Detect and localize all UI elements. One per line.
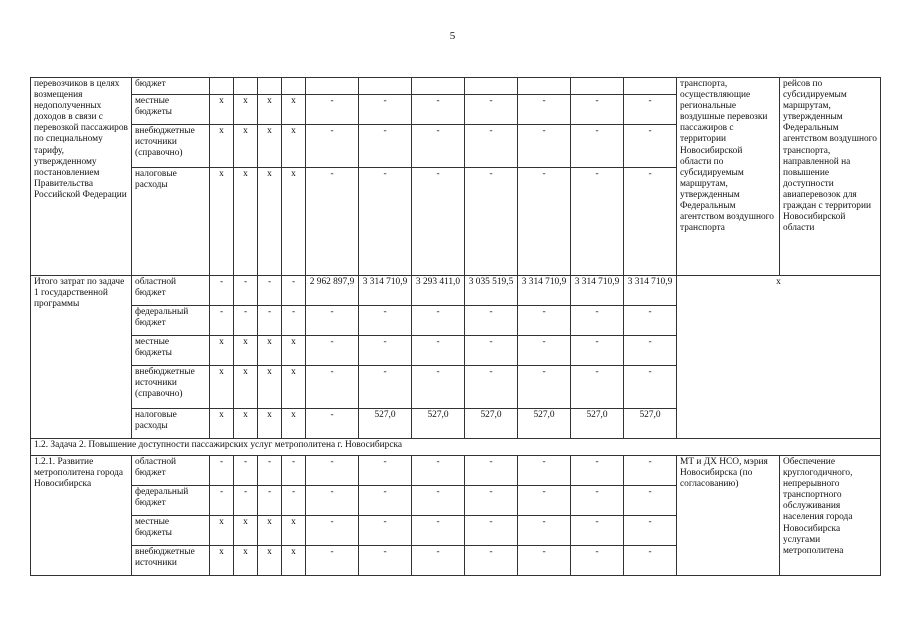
value-cell: - <box>234 276 258 306</box>
value-cell: - <box>465 366 518 409</box>
table-row <box>31 456 881 486</box>
value-cell: - <box>359 95 412 125</box>
value-cell: - <box>465 306 518 336</box>
value-cell <box>210 78 234 95</box>
value-cell: - <box>234 306 258 336</box>
measure-description: перевозчиков в целях возмещения недополученных доходов в связи с перевозкой пассажиров по специальному тарифу, утвержденному постановлением Правительства Российской Федерации <box>31 78 132 276</box>
value-cell: - <box>518 168 571 276</box>
value-cell: - <box>359 168 412 276</box>
value-cell: - <box>282 486 306 516</box>
value-cell: x <box>282 125 306 168</box>
value-cell: x <box>210 336 234 366</box>
measure-description: Итого затрат по задаче 1 государственной программы <box>31 276 132 439</box>
value-cell: x <box>258 516 282 546</box>
value-cell: - <box>258 456 282 486</box>
program-table <box>30 77 881 576</box>
value-cell <box>412 78 465 95</box>
value-cell: - <box>359 516 412 546</box>
value-cell: - <box>465 95 518 125</box>
value-cell: - <box>306 486 359 516</box>
value-cell: 527,0 <box>465 409 518 439</box>
value-cell: - <box>210 276 234 306</box>
value-cell: x <box>282 546 306 576</box>
value-cell: x <box>234 168 258 276</box>
value-cell: x <box>234 125 258 168</box>
value-cell: - <box>412 516 465 546</box>
value-cell: - <box>518 516 571 546</box>
funding-source: внебюджетные источники (справочно) <box>132 366 210 409</box>
value-cell: - <box>518 336 571 366</box>
value-cell: - <box>359 366 412 409</box>
value-cell: - <box>571 95 624 125</box>
funding-source: налоговые расходы <box>132 409 210 439</box>
value-cell: x <box>258 409 282 439</box>
value-cell: - <box>624 95 677 125</box>
value-cell: x <box>234 336 258 366</box>
value-cell: - <box>306 168 359 276</box>
value-cell: - <box>359 456 412 486</box>
value-cell: 527,0 <box>624 409 677 439</box>
value-cell: x <box>258 546 282 576</box>
value-cell: - <box>465 486 518 516</box>
funding-source: местные бюджеты <box>132 95 210 125</box>
value-cell: x <box>282 366 306 409</box>
value-cell: - <box>412 336 465 366</box>
value-cell: 2 962 897,9 <box>306 276 359 306</box>
value-cell: x <box>258 125 282 168</box>
value-cell: x <box>210 516 234 546</box>
value-cell: - <box>306 456 359 486</box>
value-cell: - <box>518 95 571 125</box>
value-cell: - <box>518 546 571 576</box>
value-cell: - <box>465 336 518 366</box>
value-cell: - <box>306 366 359 409</box>
measure-description: 1.2.1. Развитие метрополитена города Новосибирска <box>31 456 132 576</box>
value-cell <box>258 78 282 95</box>
value-cell: x <box>282 336 306 366</box>
funding-source: федеральный бюджет <box>132 486 210 516</box>
value-cell: - <box>282 306 306 336</box>
value-cell <box>306 78 359 95</box>
value-cell: - <box>465 125 518 168</box>
value-cell: - <box>412 366 465 409</box>
value-cell <box>624 78 677 95</box>
value-cell: - <box>210 306 234 336</box>
result-cell: рейсов по субсидируемым маршрутам, утвержденным Федеральным агентством воздушного транспорта, направленной на повышение доступности авиаперевозок для граждан с территории Новосибирской области <box>780 78 881 276</box>
result-cell: x <box>677 276 881 439</box>
value-cell: - <box>412 95 465 125</box>
funding-source: налоговые расходы <box>132 168 210 276</box>
value-cell: - <box>359 486 412 516</box>
value-cell: - <box>258 306 282 336</box>
value-cell: - <box>210 486 234 516</box>
value-cell: x <box>282 516 306 546</box>
value-cell: 3 293 411,0 <box>412 276 465 306</box>
funding-source: бюджет <box>132 78 210 95</box>
value-cell: - <box>571 168 624 276</box>
value-cell: - <box>571 336 624 366</box>
value-cell: - <box>571 306 624 336</box>
value-cell: - <box>258 276 282 306</box>
value-cell: - <box>412 306 465 336</box>
value-cell: - <box>282 456 306 486</box>
value-cell: - <box>624 486 677 516</box>
executor-cell: МТ и ДХ НСО, мэрия Новосибирска (по согласованию) <box>677 456 780 576</box>
value-cell <box>465 78 518 95</box>
value-cell: - <box>518 456 571 486</box>
value-cell <box>359 78 412 95</box>
task-header: 1.2. Задача 2. Повышение доступности пассажирских услуг метрополитена г. Новосибирска <box>31 439 881 456</box>
table-row <box>31 276 881 306</box>
value-cell: - <box>412 456 465 486</box>
value-cell: x <box>210 168 234 276</box>
value-cell: - <box>571 366 624 409</box>
executor-cell: транспорта, осуществляющие региональные воздушные перевозки пассажиров с территории Новосибирской области по субсидируемым маршрутам, утвержденным Федеральным агентством воздушного транспорта <box>677 78 780 276</box>
value-cell: x <box>282 409 306 439</box>
value-cell: - <box>624 456 677 486</box>
page-number: 5 <box>449 30 456 42</box>
value-cell: 527,0 <box>359 409 412 439</box>
value-cell: 3 314 710,9 <box>518 276 571 306</box>
value-cell: - <box>210 456 234 486</box>
value-cell: - <box>359 546 412 576</box>
value-cell: x <box>234 409 258 439</box>
value-cell: x <box>234 95 258 125</box>
value-cell: - <box>571 486 624 516</box>
value-cell: - <box>306 409 359 439</box>
funding-source: местные бюджеты <box>132 516 210 546</box>
value-cell: x <box>234 546 258 576</box>
value-cell: - <box>306 516 359 546</box>
funding-source: внебюджетные источники (справочно) <box>132 125 210 168</box>
value-cell: - <box>518 306 571 336</box>
value-cell: - <box>518 125 571 168</box>
value-cell: x <box>210 366 234 409</box>
value-cell: 3 035 519,5 <box>465 276 518 306</box>
value-cell: - <box>624 125 677 168</box>
value-cell: x <box>234 366 258 409</box>
value-cell <box>571 78 624 95</box>
value-cell: - <box>518 366 571 409</box>
value-cell: x <box>258 336 282 366</box>
value-cell: - <box>306 125 359 168</box>
value-cell: x <box>282 168 306 276</box>
value-cell: x <box>258 95 282 125</box>
value-cell: - <box>571 125 624 168</box>
value-cell: - <box>624 366 677 409</box>
value-cell: - <box>624 546 677 576</box>
value-cell: 3 314 710,9 <box>624 276 677 306</box>
value-cell: x <box>282 95 306 125</box>
value-cell: - <box>518 486 571 516</box>
value-cell <box>234 78 258 95</box>
result-cell: Обеспечение круглогодичного, непрерывного транспортного обслуживания населения города Новосибирска услугами метрополитена <box>780 456 881 576</box>
value-cell: x <box>258 366 282 409</box>
funding-source: внебюджетные источники <box>132 546 210 576</box>
value-cell: 527,0 <box>571 409 624 439</box>
value-cell: - <box>359 306 412 336</box>
value-cell: - <box>412 546 465 576</box>
value-cell: - <box>412 168 465 276</box>
value-cell: - <box>624 516 677 546</box>
value-cell: x <box>210 95 234 125</box>
value-cell: 3 314 710,9 <box>359 276 412 306</box>
value-cell: - <box>306 306 359 336</box>
value-cell: - <box>306 546 359 576</box>
funding-source: местные бюджеты <box>132 336 210 366</box>
funding-source: областной бюджет <box>132 276 210 306</box>
value-cell: - <box>258 486 282 516</box>
value-cell: x <box>258 168 282 276</box>
task-header-row <box>31 439 881 456</box>
value-cell: - <box>359 125 412 168</box>
value-cell: - <box>306 95 359 125</box>
value-cell: 527,0 <box>518 409 571 439</box>
value-cell: x <box>234 516 258 546</box>
value-cell: x <box>210 125 234 168</box>
value-cell: - <box>412 125 465 168</box>
value-cell: - <box>282 276 306 306</box>
value-cell: - <box>624 336 677 366</box>
value-cell: - <box>624 306 677 336</box>
value-cell <box>518 78 571 95</box>
value-cell: - <box>465 546 518 576</box>
value-cell: x <box>210 409 234 439</box>
value-cell: - <box>412 486 465 516</box>
value-cell: - <box>465 168 518 276</box>
value-cell: - <box>465 516 518 546</box>
funding-source: областной бюджет <box>132 456 210 486</box>
value-cell: - <box>465 456 518 486</box>
value-cell: - <box>234 486 258 516</box>
value-cell: 3 314 710,9 <box>571 276 624 306</box>
value-cell: - <box>234 456 258 486</box>
value-cell: - <box>624 168 677 276</box>
value-cell: - <box>306 336 359 366</box>
value-cell: - <box>571 516 624 546</box>
value-cell: x <box>210 546 234 576</box>
value-cell: - <box>359 336 412 366</box>
value-cell: - <box>571 456 624 486</box>
funding-source: федеральный бюджет <box>132 306 210 336</box>
value-cell: 527,0 <box>412 409 465 439</box>
table-row <box>31 78 881 95</box>
value-cell <box>282 78 306 95</box>
value-cell: - <box>571 546 624 576</box>
